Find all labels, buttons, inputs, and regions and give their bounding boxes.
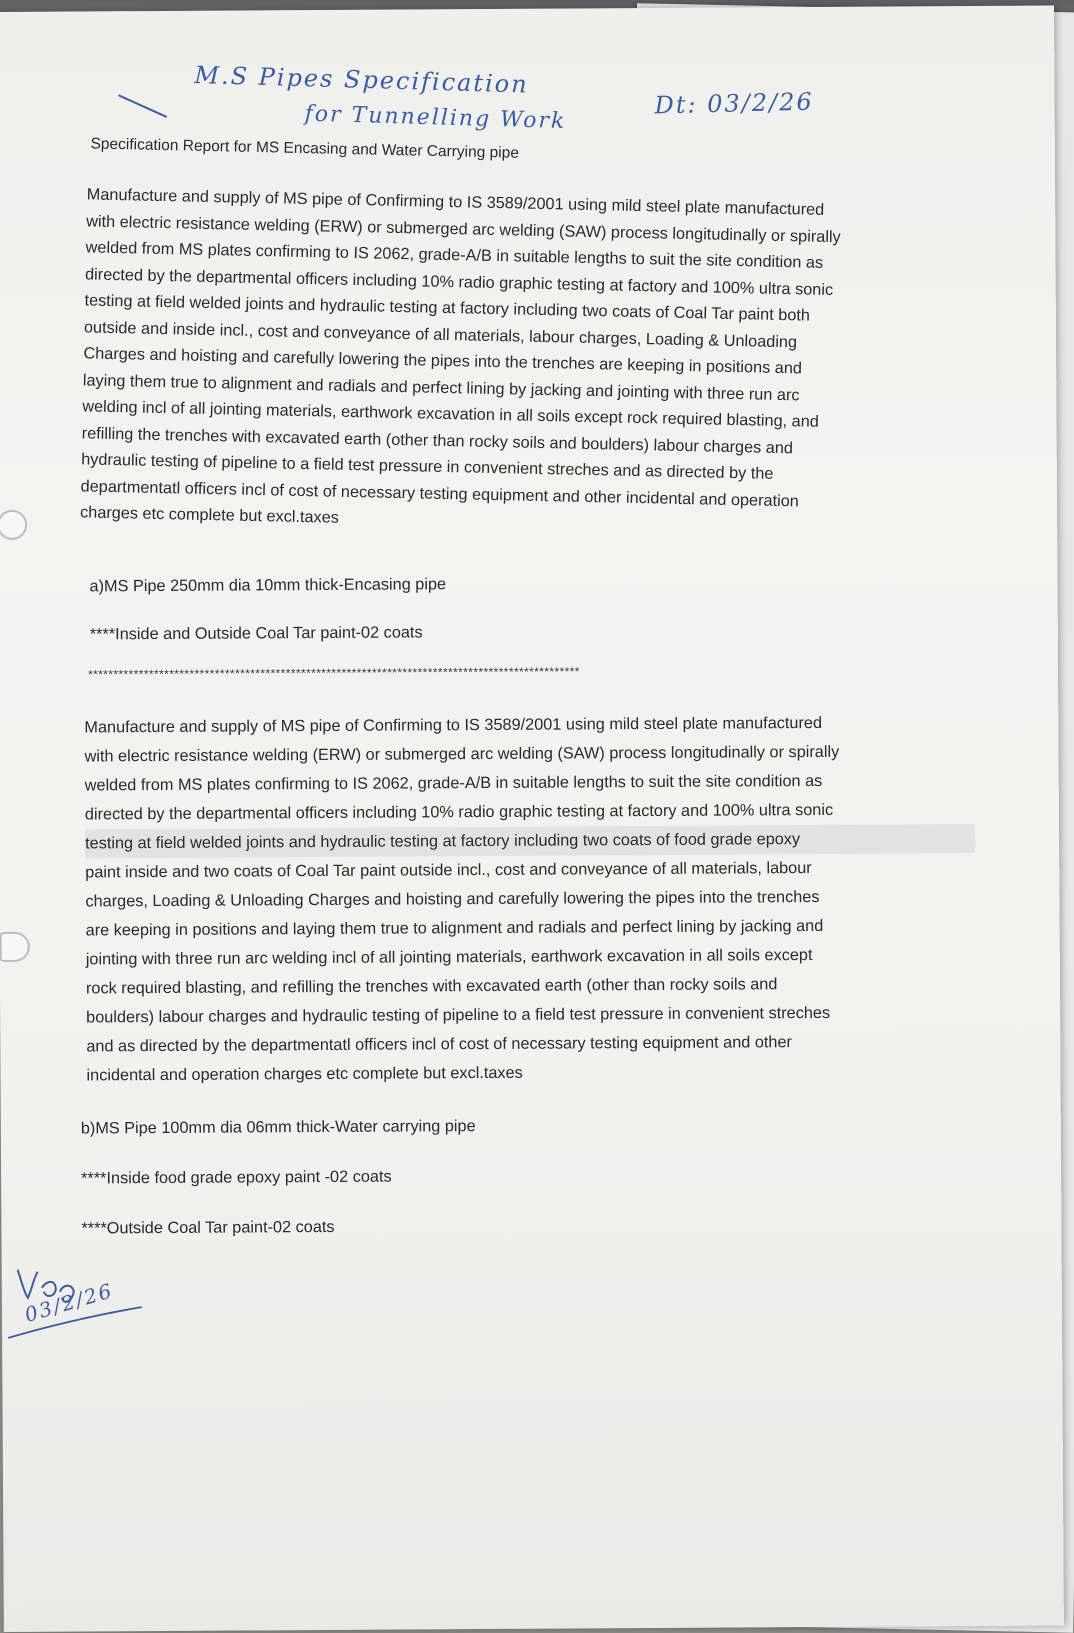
paragraph-line: laying them true to alignment and radials and perfect lining by jacking and jointing with three run arc xyxy=(82,370,800,404)
punch-hole-top xyxy=(0,510,27,540)
paragraph-line: Manufacture and supply of MS pipe of Confirming to IS 3589/2001 using mild steel plate manufactured xyxy=(84,713,823,737)
paragraph-line: charges etc complete but excl.taxes xyxy=(79,503,340,527)
paragraph-line: directed by the departmental officers including 10% radio graphic testing at factory and 100% ultra sonic xyxy=(84,800,834,824)
section-b-paragraph xyxy=(84,708,976,1090)
paragraph-line: and as directed by the departmentatl officers incl of cost of necessary testing equipment and other xyxy=(86,1033,793,1056)
document-page xyxy=(0,6,1064,1632)
paragraph-line: departmentatl officers incl of cost of necessary testing equipment and other incidental and operation xyxy=(80,476,800,510)
paragraph-line: paint inside and two coats of Coal Tar paint outside incl., cost and conveyance of all materials, labour xyxy=(85,859,812,882)
paragraph-line: Manufacture and supply of MS pipe of Confirming to IS 3589/2001 using mild steel plate manufactured xyxy=(86,185,825,219)
handwritten-title-line2: for Tunnelling Work xyxy=(304,101,567,135)
punch-hole-bottom xyxy=(0,932,30,962)
paragraph-line: with electric resistance welding (ERW) or submerged arc welding (SAW) process longitudinally or spirally xyxy=(84,742,840,766)
signature-underline xyxy=(2,1301,152,1342)
paragraph-line: welded from MS plates confirming to IS 2062, grade-A/B in suitable lengths to suit the site condition as xyxy=(84,771,823,795)
paragraph-line: Charges and hoisting and carefully lowering the pipes into the trenches are keeping in positions and xyxy=(83,344,803,378)
item-b-note-outside: ****Outside Coal Tar paint-02 coats xyxy=(81,1217,335,1238)
separator-line: ************************************************************************************************* xyxy=(88,664,580,682)
handwritten-date: Dt: 03/2/26 xyxy=(654,87,815,120)
paragraph-line: testing at field welded joints and hydraulic testing at factory including two coats of food grade epoxy xyxy=(85,824,975,858)
paragraph-line: boulders) labour charges and hydraulic testing of pipeline to a field test pressure in convenient streches xyxy=(86,1003,831,1027)
handwritten-title-line1: M.S Pipes Specification xyxy=(194,60,530,99)
handwritten-stroke xyxy=(114,89,174,119)
paragraph-line: directed by the departmental officers including 10% radio graphic testing at factory and 100% ultra sonic xyxy=(84,264,834,299)
item-a: a)MS Pipe 250mm dia 10mm thick-Encasing pipe xyxy=(89,575,447,596)
paragraph-line: refilling the trenches with excavated earth (other than rocky soils and boulders) labour charges and xyxy=(81,423,794,457)
paragraph-line: are keeping in positions and laying them true to alignment and radials and perfect lining by jacking and xyxy=(85,916,824,940)
paragraph-line: incidental and operation charges etc complete but excl.taxes xyxy=(86,1063,523,1085)
item-a-note: ****Inside and Outside Coal Tar paint-02 coats xyxy=(89,623,423,644)
report-title: Specification Report for MS Encasing and Water Carrying pipe xyxy=(90,135,520,162)
paragraph-line: hydraulic testing of pipeline to a field test pressure in convenient streches and as directed by the xyxy=(81,450,774,483)
paragraph-line: welded from MS plates confirming to IS 2062, grade-A/B in suitable lengths to suit the site condition as xyxy=(85,238,824,272)
paragraph-line: jointing with three run arc welding incl of all jointing materials, earthwork excavation in all soils except xyxy=(85,946,813,969)
section-a-paragraph xyxy=(80,181,947,543)
paragraph-line: outside and inside incl., cost and conveyance of all materials, labour charges, Loading & Unloading xyxy=(83,317,798,351)
item-b: b)MS Pipe 100mm dia 06mm thick-Water carrying pipe xyxy=(80,1117,476,1138)
signature-date: 03/2/26 xyxy=(21,1278,117,1327)
paragraph-line: rock required blasting, and refilling the trenches with excavated earth (other than rocky soils and xyxy=(85,975,778,998)
paragraph-line: charges, Loading & Unloading Charges and hoisting and carefully lowering the pipes into the trenches xyxy=(85,887,820,911)
paragraph-line: welding incl of all jointing materials, earthwork excavation in all soils except rock required blasting, and xyxy=(82,397,820,431)
paragraph-line: testing at field welded joints and hydraulic testing at factory including two coats of Coal Tar paint both xyxy=(84,291,811,325)
paragraph-line: with electric resistance welding (ERW) or submerged arc welding (SAW) process longitudinally or spirally xyxy=(86,211,841,246)
item-b-note-inside: ****Inside food grade epoxy paint -02 coats xyxy=(81,1167,392,1188)
